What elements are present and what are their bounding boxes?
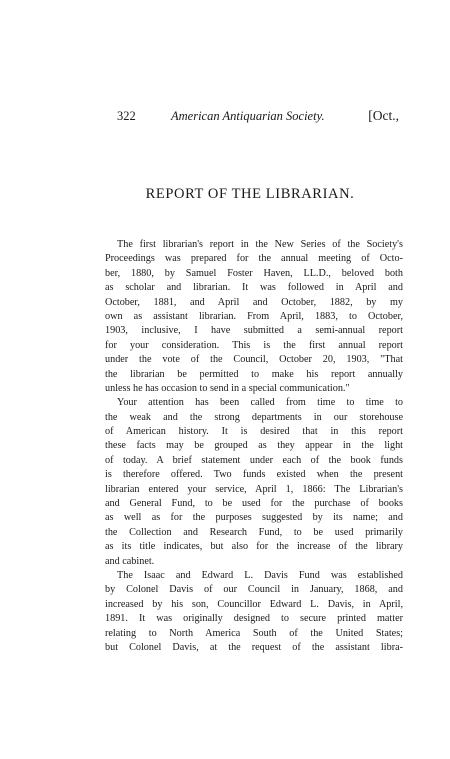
text-line: for your consideration. This is the first annual report [105, 339, 403, 351]
running-title: American Antiquarian Society. [171, 109, 325, 123]
text-line: librarian entered your service, April 1, 1866: The Librarian's [105, 483, 403, 495]
text-line: ber, 1880, by Samuel Foster Haven, LL.D., beloved both [105, 267, 403, 279]
text-line: the Collection and Research Fund, to be used primarily [105, 526, 403, 538]
text-line: of today. A brief statement under each of the book funds [105, 454, 403, 466]
text-line: unless he has occasion to send in a special communication." [105, 382, 350, 394]
text-line: of American history. It is desired that in this report [105, 426, 403, 438]
text-line: these facts may be grouped as they appear in the light [105, 440, 403, 452]
text-line: own as assistant librarian. From April, 1883, to October, [105, 310, 403, 322]
running-header [117, 107, 399, 125]
text-line: as its title indicates, but also for the increase of the library [105, 541, 403, 553]
text-line: relating to North America South of the United States; [105, 627, 403, 639]
text-line: October, 1881, and April and October, 1882, by my [105, 296, 403, 308]
text-line: The first librarian's report in the New Series of the Society's [117, 239, 403, 250]
text-line: under the vote of the Council, October 20, 1903, "That [105, 354, 403, 366]
report-title: REPORT OF THE LIBRARIAN. [145, 186, 355, 202]
page-number: 322 [117, 109, 136, 123]
text-line: as scholar and librarian. It was followed in April and [105, 282, 403, 294]
text-line: increased by his son, Councillor Edward L. Davis, in April, [105, 598, 403, 610]
text-line: and General Fund, to be used for the purchase of books [105, 498, 403, 510]
text-line: is therefore offered. Two funds existed when the present [105, 469, 403, 481]
paragraph [105, 569, 403, 655]
text-line: as well as for the purposes suggested by its name; and [105, 512, 403, 524]
text-line: 1903, inclusive, I have submitted a semi-annual report [105, 325, 403, 337]
paragraph [105, 238, 403, 396]
text-line: Your attention has been called from time to time to [117, 397, 403, 409]
text-line: The Isaac and Edward L. Davis Fund was established [117, 569, 403, 581]
running-date: [Oct., [368, 108, 399, 123]
text-line: the librarian be permitted to make his report annually [105, 368, 403, 380]
report-body [105, 238, 403, 655]
text-line: the weak and the strong departments in our storehouse [105, 411, 403, 423]
text-line: by Colonel Davis of our Council in January, 1868, and [105, 584, 403, 596]
text-line: 1891. It was originally designed to secure printed matter [105, 613, 403, 625]
text-line: Proceedings was prepared for the annual meeting of Octo- [105, 253, 403, 265]
paragraph [105, 396, 403, 569]
text-line: and cabinet. [105, 555, 155, 567]
text-line: but Colonel Davis, at the request of the assistant libra- [105, 641, 403, 653]
